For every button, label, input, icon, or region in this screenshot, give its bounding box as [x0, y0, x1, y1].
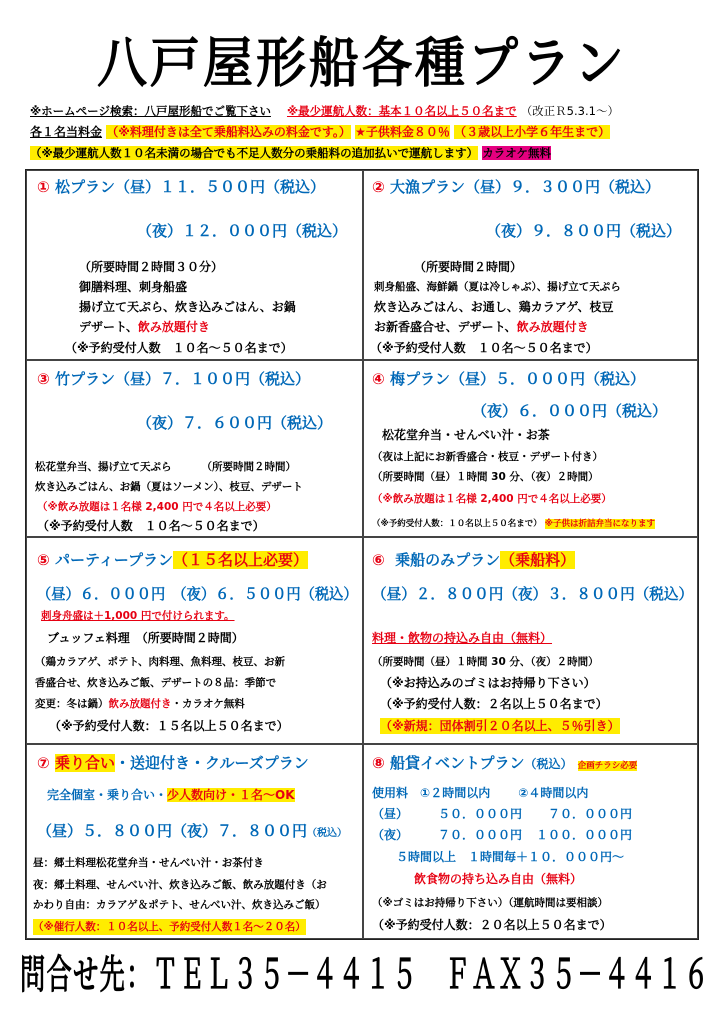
plan-3-title: ③ 竹プラン（昼）７．１００円（税込）	[37, 370, 310, 388]
plan-4-capacity: （※予約受付人数：１０名以上５０名まで） ※子供は折詰弁当になります	[372, 519, 655, 529]
plan-8-title: ⑧ 船貸イベントプラン（税込） 企画チラシ必要	[372, 754, 638, 772]
plan-7-shared-cruise	[26, 744, 363, 939]
plan-3-menu-2: 炊き込みごはん、お鍋（夏はソーメン）、枝豆、デザート	[35, 481, 303, 493]
plan-5-sashimi-note: 刺身舟盛は＋1,000 円で付けられます。	[41, 610, 235, 622]
plan-7-price: （昼）５．８００円（夜）７．８００円（税込）	[37, 822, 348, 840]
plan-4-menu-2: （夜は上記にお新香盛合・枝豆・デザート付き）	[372, 451, 603, 463]
plan-2-capacity: （※予約受付人数 １０名～５０名まで）	[370, 341, 598, 355]
plan-3-capacity: （※予約受付人数 １０名～５０名まで）	[37, 519, 265, 533]
plan-7-dinner-menu-2: かわり自由：カラアゲ＆ポテト、せんべい汁、炊き込みご飯）	[33, 899, 326, 911]
plan-3-menu-1: 松花堂弁当、揚げ立て天ぷら （所要時間２時間）	[35, 461, 296, 473]
plan-5-price: （昼）６．０００円 （夜）６．５００円（税込）	[37, 585, 358, 603]
contact-info: 問合せ先：ＴＥＬ３５－４４１５ ＦＡＸ３５－４４１６	[20, 952, 711, 998]
plan-2-title: ② 大漁プラン（昼）９．３００円（税込）	[372, 178, 660, 196]
plan-8-night-fee: （夜） ７０．０００円 １００．０００円	[372, 828, 633, 842]
plan-4-night-price: （夜）６．０００円（税込）	[472, 402, 668, 420]
info-line-2	[30, 124, 610, 140]
plan-6-price: （昼）２．８００円（夜）３．８００円（税込）	[372, 585, 694, 603]
plan-2-tairyo	[363, 170, 698, 360]
plan-5-title: ⑤ パーティープラン（１５名以上必要）	[37, 551, 309, 569]
plan-5-menu-2: 香盛合せ、炊き込みご飯、デザートの８品：季節で	[35, 677, 277, 689]
plan-8-extra-hour: ５時間以上 １時間毎＋１０．０００円～	[396, 850, 625, 864]
plan-5-menu-3: 変更：冬は鍋）飲み放題付き・カラオケ無料	[35, 698, 245, 710]
plan-4-title: ④ 梅プラン（昼）５．０００円（税込）	[372, 370, 645, 388]
plan-8-fee-header: 使用料 ①２時間以内 ②４時間以内	[372, 786, 589, 800]
revision-note: （改正Ｒ5.3.1～）	[520, 104, 619, 118]
plan-1-menu-3: デザート、飲み放題付き	[79, 320, 210, 334]
plan-6-boarding-only	[363, 537, 698, 744]
plan-4-child-note: ※子供は折詰弁当になります	[544, 519, 655, 529]
plan-3-drink-note: （※飲み放題は１名様 2,400 円で４名以上必要）	[37, 501, 277, 513]
plan-2-menu-1: 刺身船盛、海鮮鍋（夏は冷しゃぶ）、揚げ立て天ぷら	[374, 281, 621, 293]
child-age-note: （３歳以上小学６年生まで）	[454, 125, 611, 139]
plan-8-capacity: （※予約受付人数：２０名以上５０名まで）	[372, 918, 612, 932]
plan-8-day-fee: （昼） ５０．０００円 ７０．０００円	[372, 807, 633, 821]
plan-4-drink-note: （※飲み放題は１名様 2,400 円で４名以上必要）	[372, 493, 612, 505]
plan-1-title: ① 松プラン（昼）１１．５００円（税込）	[37, 178, 325, 196]
plan-3-night-price: （夜）７．６００円（税込）	[137, 414, 333, 432]
plan-7-dinner-menu-1: 夜：郷土料理、せんべい汁、炊き込みご飯、飲み放題付き（お	[33, 879, 327, 891]
plan-4-menu-1: 松花堂弁当・せんべい汁・お茶	[382, 428, 550, 442]
plan-7-features: 完全個室・乗り合い・少人数向け・１名～OK	[47, 788, 295, 802]
price-includes-note: （※料理付きは全て乗船料込みの料金です。）	[106, 125, 351, 139]
min-passenger-note: ※最少運航人数：基本１０名以上５０名まで	[286, 104, 517, 118]
plan-5-party	[26, 537, 363, 744]
plan-7-capacity: （※催行人数：１０名以上、予約受付人数１名～２０名）	[33, 921, 306, 933]
plan-8-charter-event	[363, 744, 698, 939]
plan-8-trash-note: （※ゴミはお持帰り下さい）（運航時間は要相談）	[372, 897, 608, 909]
karaoke-free-badge: カラオケ無料	[482, 146, 551, 160]
price-per-person-label: 各１名当料金	[30, 125, 103, 139]
plan-2-night-price: （夜）９．８００円（税込）	[486, 222, 682, 240]
plan-8-flyer-required: 企画チラシ必要	[577, 761, 638, 771]
plan-5-menu-1: （鶏カラアゲ、ポテト、肉料理、魚料理、枝豆、お新	[35, 656, 286, 668]
page-title: 八戸屋形船各種プラン	[97, 31, 627, 95]
plan-1-menu-2: 揚げ立て天ぷら、炊き込みごはん、お鍋	[79, 300, 296, 314]
plan-1-menu-1: 御膳料理、刺身船盛	[79, 280, 188, 294]
under-minimum-note: （※最少運航人数１０名未満の場合でも不足人数分の乗船料の追加払いで運航します）	[30, 146, 479, 160]
plan-6-title: ⑥ 乗船のみプラン（乗船料）	[372, 551, 576, 569]
plan-grid	[25, 169, 699, 940]
plan-6-capacity: （※予約受付人数：２名以上５０名まで）	[380, 697, 608, 711]
plan-1-matsu	[26, 170, 363, 360]
plan-5-buffet: ブュッフェ料理 （所要時間２時間）	[47, 631, 244, 645]
child-rate-note: ★子供料金８０％	[355, 125, 450, 139]
plan-1-capacity: （※予約受付人数 １０名～５０名まで）	[65, 341, 293, 355]
info-line-3	[30, 145, 551, 161]
plan-7-title: ⑦ 乗り合い・送迎付き・クルーズプラン	[37, 754, 309, 772]
plan-2-duration: （所要時間２時間）	[414, 260, 523, 274]
plan-3-take	[26, 360, 363, 537]
homepage-search-note: ※ホームページ検索：八戸屋形船でご覧下さい	[30, 104, 271, 118]
plan-4-duration: （所要時間（昼）１時間 30 分、（夜）２時間）	[372, 471, 599, 483]
plan-1-night-price: （夜）１２．０００円（税込）	[137, 222, 348, 240]
plan-5-capacity: （※予約受付人数：１５名以上５０名まで）	[49, 719, 289, 733]
info-line-1	[30, 103, 619, 119]
plan-7-lunch-menu: 昼：郷土料理松花堂弁当・せんべい汁・お茶付き	[33, 857, 264, 869]
plan-6-bring-your-own: 料理・飲物の持込み自由（無料）	[372, 631, 553, 645]
plan-6-duration: （所要時間（昼）１時間 30 分、（夜）２時間）	[372, 656, 599, 668]
plan-1-duration: （所要時間２時間３０分）	[79, 260, 224, 274]
plan-2-menu-3: お新香盛合せ、デザート、飲み放題付き	[374, 320, 589, 334]
plan-4-ume	[363, 360, 698, 537]
plan-8-bring-your-own: 飲食物の持ち込み自由（無料）	[414, 872, 583, 886]
plan-6-group-discount: （※新規：団体割引２０名以上、５％引き）	[380, 719, 620, 733]
plan-6-trash-note: （※お持込みのゴミはお持帰り下さい）	[380, 676, 596, 690]
plan-2-menu-2: 炊き込みごはん、お通し、鶏カラアゲ、枝豆	[374, 300, 614, 314]
